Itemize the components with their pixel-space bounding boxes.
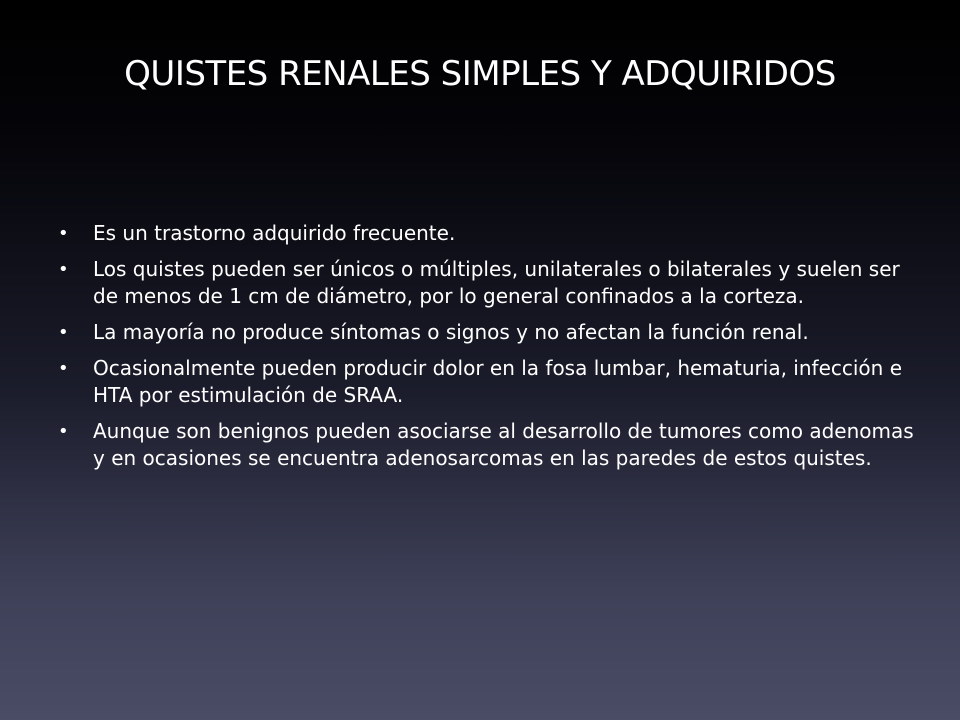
slide-title: QUISTES RENALES SIMPLES Y ADQUIRIDOS bbox=[124, 54, 836, 94]
bullet-icon: • bbox=[58, 421, 69, 442]
bullet-icon: • bbox=[58, 223, 69, 244]
bullet-item bbox=[56, 319, 916, 346]
bullet-item bbox=[56, 418, 916, 472]
bullet-item bbox=[56, 355, 916, 409]
bullet-item bbox=[56, 256, 916, 310]
bullet-text: Los quistes pueden ser únicos o múltiples, unilaterales o bilaterales y suelen ser de menos de 1 cm de diámetro, por lo general confinados a la corteza. bbox=[93, 257, 900, 308]
bullet-list bbox=[56, 220, 916, 481]
bullet-text: Aunque son benignos pueden asociarse al desarrollo de tumores como adenomas y en ocasiones se encuentra adenosarcomas en las paredes de estos quistes. bbox=[93, 419, 914, 470]
bullet-icon: • bbox=[58, 259, 69, 280]
bullet-text: Es un trastorno adquirido frecuente. bbox=[93, 221, 456, 245]
bullet-icon: • bbox=[58, 358, 69, 379]
bullet-text: La mayoría no produce síntomas o signos y no afectan la función renal. bbox=[93, 320, 809, 344]
bullet-item bbox=[56, 220, 916, 247]
bullet-icon: • bbox=[58, 322, 69, 343]
bullet-text: Ocasionalmente pueden producir dolor en la fosa lumbar, hematuria, infección e HTA por estimulación de SRAA. bbox=[93, 356, 903, 407]
